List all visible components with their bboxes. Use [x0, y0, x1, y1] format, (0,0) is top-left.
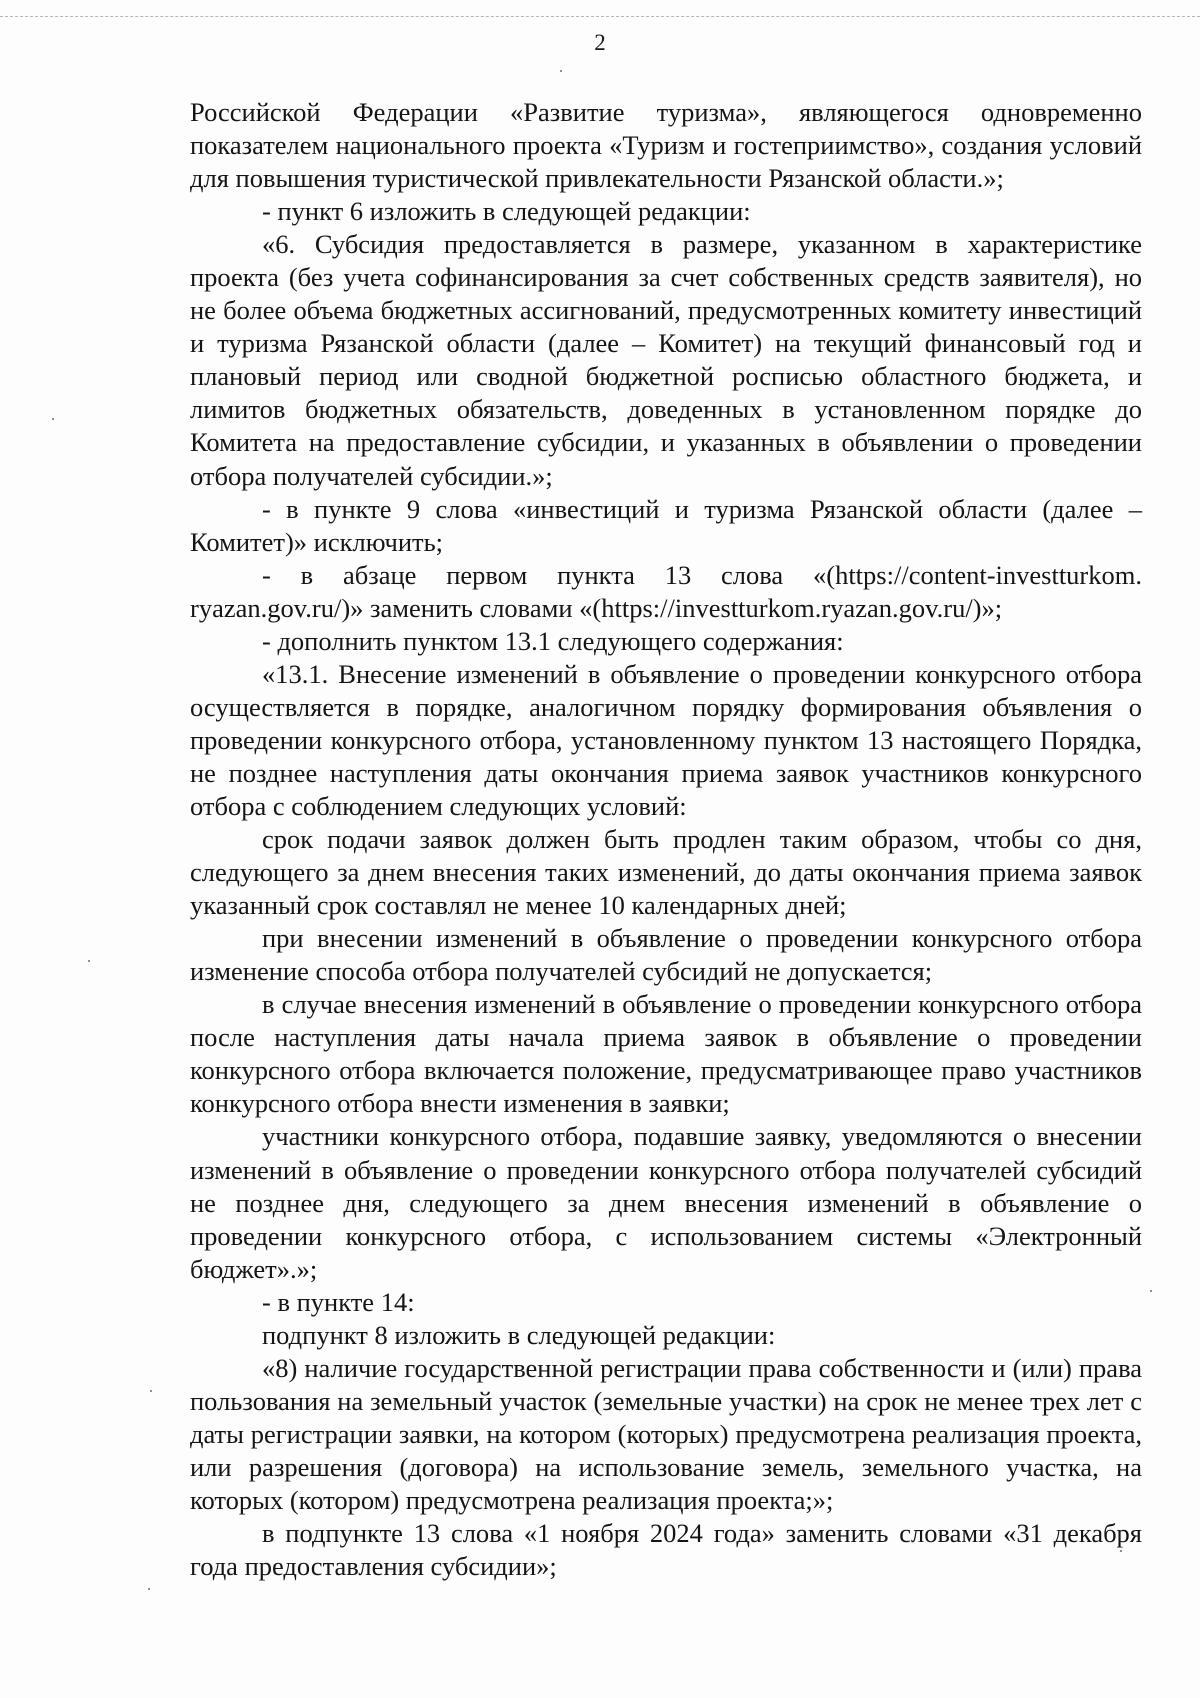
- scan-speck: [1150, 1290, 1152, 1292]
- paragraph-subitem-8-text: «8) наличие государственной регистрации права собственности и (или) права пользования на земельный участок (земельные участки) на срок не менее трех лет с даты регистрации заявки, на котором (которых) предусмотрена реализация проекта, или разрешения (договора) на использование земель, земельного участка, на которых (котором) предусмотрена реализация проекта;»;: [190, 1352, 1142, 1515]
- paragraph-item-6-text: «6. Субсидия предоставляется в размере, указанном в характеристике проекта (без учета софинансирования за счет собственных средств заявителя), но не более объема бюджетных ассигнований, предусмотренных комитету инвестиций и туризма Рязанской области (далее – Комитет) на текущий финансовый год и плановый период или сводной бюджетной росписью областного бюджета, и лимитов бюджетных обязательств, доведенных в установленном порядке до Комитета на предоставление субсидии, и указанных в объявлении о проведении отбора получателей субсидии.»;: [190, 229, 1142, 491]
- paragraph-continuation: Российской Федерации «Развитие туризма», являющегося одновременно показателем национального проекта «Туризм и гостеприимство», создания условий для повышения туристической привлекательности Рязанской области.»;: [190, 97, 1142, 194]
- scan-speck: [1120, 1550, 1122, 1552]
- page-number: 2: [594, 30, 606, 55]
- paragraph-item-14-intro: - в пункте 14:: [262, 1286, 415, 1317]
- paragraph-item-6-intro: - пункт 6 изложить в следующей редакции:: [262, 196, 751, 227]
- paragraph-subitem-8-intro: подпункт 8 изложить в следующей редакции:: [262, 1319, 776, 1350]
- paragraph-condition-deadline: срок подачи заявок должен быть продлен таким образом, чтобы со дня, следующего за днем внесения таких изменений, до даты окончания приема заявок указанный срок составлял не менее 10 календарных дней;: [190, 824, 1142, 921]
- paragraph-item-13-1-text: «13.1. Внесение изменений в объявление о проведении конкурсного отбора осуществляется в порядке, аналогичном порядку формирования объявления о проведении конкурсного отбора, установленному пунктом 13 настоящего Порядка, не позднее наступления даты окончания приема заявок участников конкурсного отбора с соблюдением следующих условий:: [190, 658, 1142, 821]
- scan-speck: [88, 960, 90, 962]
- paragraph-subitem-13: в подпункте 13 слова «1 ноября 2024 года» заменить словами «31 декабря года предоставления субсидии»;: [190, 1518, 1142, 1582]
- document-body: [190, 96, 1142, 1583]
- paragraph-condition-notice: участники конкурсного отбора, подавшие заявку, уведомляются о внесении изменений в объявление о проведении конкурсного отбора получателей субсидий не позднее дня, следующего за днем внесения изменений в объявление о проведении конкурсного отбора, с использованием системы «Электронный бюджет».»;: [190, 1121, 1142, 1284]
- paragraph-item-9: - в пункте 9 слова «инвестиций и туризма Рязанской области (далее – Комитет)» исключить;: [190, 493, 1142, 557]
- paragraph-item-13-1-intro: - дополнить пунктом 13.1 следующего содержания:: [262, 625, 844, 656]
- scan-speck: [148, 1588, 150, 1590]
- paragraph-condition-changes: в случае внесения изменений в объявление о проведении конкурсного отбора после наступления даты начала приема заявок в объявление о проведении конкурсного отбора включается положение, предусматривающее право участников конкурсного отбора внести изменения в заявки;: [190, 989, 1142, 1119]
- paragraph-item-13: - в абзаце первом пункта 13 слова «(https://content-investturkom. ryazan.gov.ru/)» заменить словами «(https://investturkom.ryazan.gov.ru/)»;: [190, 559, 1142, 623]
- scan-speck: [150, 1390, 152, 1392]
- scan-edge-line: [0, 16, 1200, 17]
- scan-speck: [52, 418, 54, 420]
- paragraph-condition-method: при внесении изменений в объявление о проведении конкурсного отбора изменение способа отбора получателей субсидий не допускается;: [190, 923, 1142, 987]
- scan-speck: [560, 70, 562, 72]
